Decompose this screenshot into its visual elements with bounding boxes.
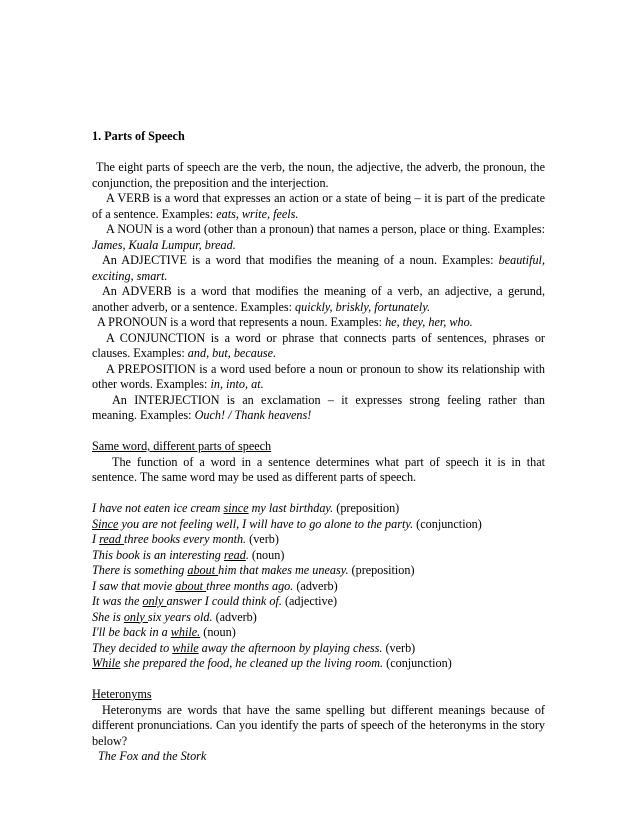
section-heading: 1. Parts of Speech bbox=[92, 129, 185, 143]
list-item: It was the only answer I could think of. (adjective) bbox=[92, 594, 338, 608]
list-item: There is something about him that makes me uneasy. (preposition) bbox=[92, 563, 415, 577]
list-item: I'll be back in a while. (noun) bbox=[92, 625, 236, 639]
list-item: She is only six years old. (adverb) bbox=[92, 609, 257, 624]
example-list bbox=[92, 501, 545, 672]
same-word-paragraph: The function of a word in a sentence determines what part of speech it is in that sentence. The same word may be used as different parts of speech. bbox=[92, 454, 545, 484]
list-item: I have not eaten ice cream since my last birthday. (preposition) bbox=[92, 501, 400, 515]
definition-adjective: An ADJECTIVE is a word that modifies the meaning of a noun. Examples: beautiful, exciting, smart. bbox=[92, 253, 545, 283]
definition-preposition: A PREPOSITION is a word used before a noun or pronoun to show its relationship with other words. Examples: in, into, at. bbox=[92, 361, 545, 391]
definition-interjection: An INTERJECTION is an exclamation – it expresses strong feeling rather than meaning. Examples: Ouch! / Thank heavens! bbox=[92, 392, 545, 422]
definition-verb: A VERB is a word that expresses an action or a state of being – it is part of the predicate of a sentence. Examples: eats, write, feels. bbox=[92, 191, 545, 221]
definition-pronoun: A PRONOUN is a word that represents a noun. Examples: he, they, her, who. bbox=[97, 315, 473, 329]
document-page bbox=[92, 129, 545, 765]
list-item: They decided to while away the afternoon by playing chess. (verb) bbox=[92, 640, 416, 655]
list-item: This book is an interesting read. (noun) bbox=[92, 547, 285, 562]
heteronyms-title: Heteronyms bbox=[92, 687, 152, 701]
definition-noun: A NOUN is a word (other than a pronoun) that names a person, place or thing. Examples: James, Kuala Lumpur, bread. bbox=[92, 222, 545, 252]
list-item: While she prepared the food, he cleaned up the living room. (conjunction) bbox=[92, 656, 452, 670]
definition-conjunction: A CONJUNCTION is a word or phrase that connects parts of sentences, phrases or clauses. Examples: and, but, because. bbox=[92, 330, 545, 360]
list-item: I saw that movie about three months ago. (adverb) bbox=[92, 578, 338, 593]
list-item: Since you are not feeling well, I will have to go alone to the party. (conjunction) bbox=[92, 516, 482, 531]
story-title: The Fox and the Stork bbox=[98, 749, 207, 763]
list-item: I read three books every month. (verb) bbox=[92, 532, 279, 546]
same-word-title: Same word, different parts of speech bbox=[92, 439, 272, 453]
intro-paragraph: The eight parts of speech are the verb, the noun, the adjective, the adverb, the pronoun, the conjunction, the preposition and the interjection. bbox=[92, 160, 545, 190]
heteronyms-paragraph: Heteronyms are words that have the same spelling but different meanings because of different pronunciations. Can you identify the parts of speech of the heteronyms in the story below? bbox=[92, 702, 545, 748]
definition-adverb: An ADVERB is a word that modifies the meaning of a verb, an adjective, a gerund, another adverb, or a sentence. Examples: quickly, briskly, fortunately. bbox=[92, 284, 545, 314]
